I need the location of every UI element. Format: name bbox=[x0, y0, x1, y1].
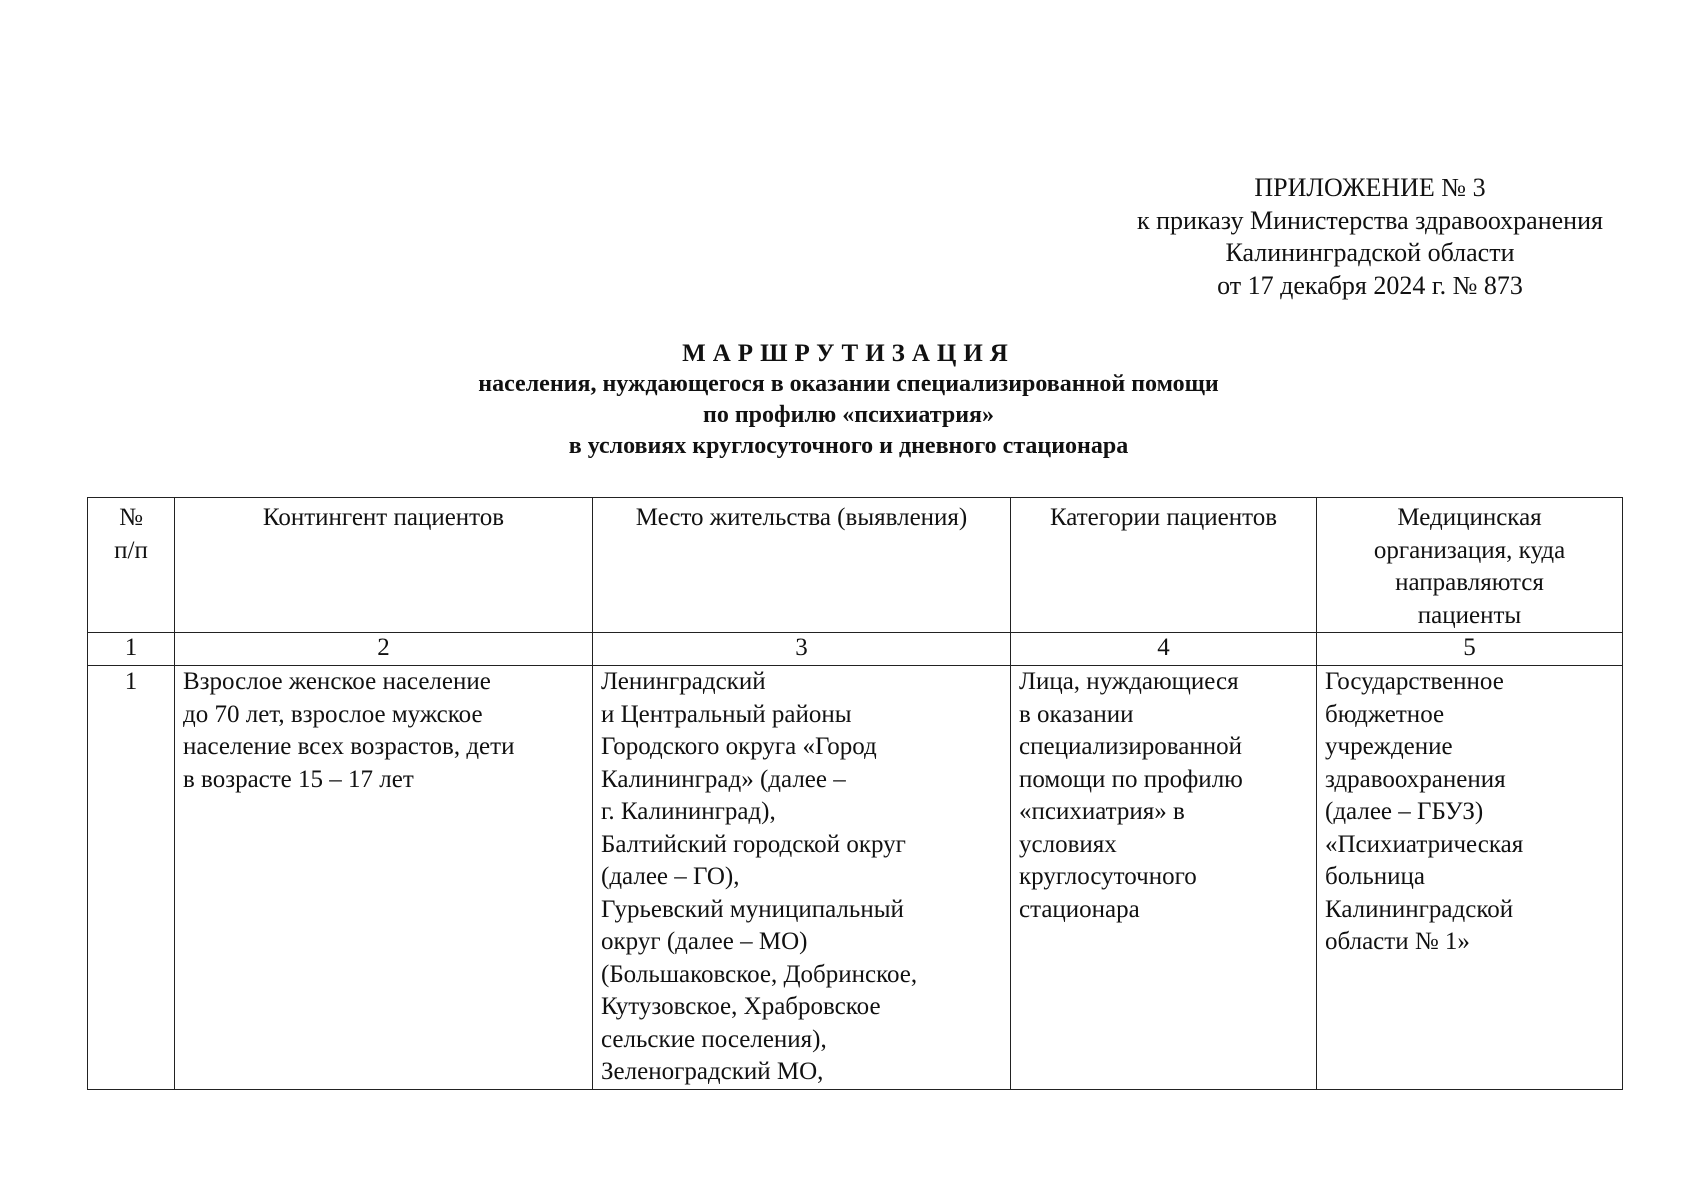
header-residence: Место жительства (выявления) bbox=[593, 498, 1011, 633]
cell-organization: Государственное бюджетное учреждение здравоохранения (далее – ГБУЗ) «Психиатрическая больница Калининградской области № 1» bbox=[1317, 666, 1623, 1090]
title-main: МАРШРУТИЗАЦИЯ bbox=[682, 340, 1015, 367]
column-number: 2 bbox=[175, 633, 593, 666]
header-contingent: Контингент пациентов bbox=[175, 498, 593, 633]
column-number: 5 bbox=[1317, 633, 1623, 666]
table-row bbox=[88, 666, 1623, 1090]
column-number-row bbox=[88, 633, 1623, 666]
cell-residence: Ленинградский и Центральный районы Городского округа «Город Калининград» (далее – г. Калининград), Балтийский городской округ (далее – ГО), Гурьевский муниципальный округ (далее – МО) (Большаковское, Добринское, Кутузовское, Храбровское сельские поселения), Зеленоградский МО, bbox=[593, 666, 1011, 1090]
cell-category: Лица, нуждающиеся в оказании специализированной помощи по профилю «психиатрия» в условиях круглосуточного стационара bbox=[1011, 666, 1317, 1090]
column-number: 4 bbox=[1011, 633, 1317, 666]
cell-contingent: Взрослое женское население до 70 лет, взрослое мужское население всех возрастов, дети в возрасте 15 – 17 лет bbox=[175, 666, 593, 1090]
annex-block bbox=[1080, 172, 1660, 302]
column-number: 3 bbox=[593, 633, 1011, 666]
header-category: Категории пациентов bbox=[1011, 498, 1317, 633]
title-subtitle-3: в условиях круглосуточного и дневного стационара bbox=[568, 433, 1129, 459]
annex-title: ПРИЛОЖЕНИЕ № 3 bbox=[1254, 173, 1486, 202]
annex-order-ref: к приказу Министерства здравоохранения bbox=[1137, 205, 1603, 235]
header-number: № п/п bbox=[88, 498, 175, 633]
annex-region: Калининградской области bbox=[1225, 238, 1515, 267]
title-subtitle-2: по профилю «психиатрия» bbox=[703, 402, 994, 428]
table-header-row bbox=[88, 498, 1623, 633]
row-number: 1 bbox=[88, 666, 175, 1090]
document-title bbox=[0, 338, 1697, 462]
title-subtitle-1: населения, нуждающегося в оказании специализированной помощи bbox=[478, 371, 1219, 397]
column-number: 1 bbox=[88, 633, 175, 666]
routing-table bbox=[87, 497, 1623, 1090]
annex-date: от 17 декабря 2024 г. № 873 bbox=[1217, 270, 1523, 300]
header-organization: Медицинская организация, куда направляются пациенты bbox=[1317, 498, 1623, 633]
